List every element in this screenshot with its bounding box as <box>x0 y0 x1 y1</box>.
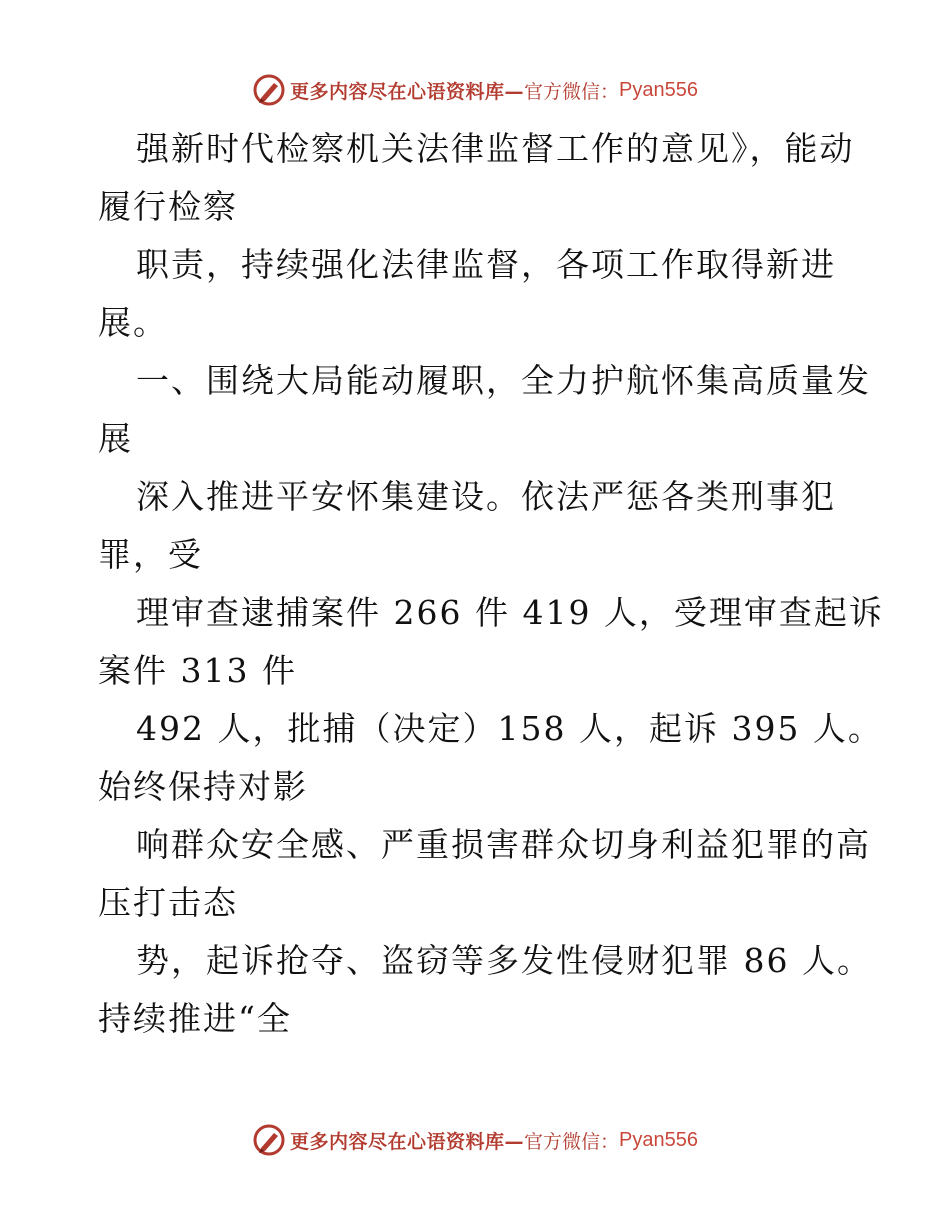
wechat-label: 官方微信： <box>524 80 620 103</box>
paragraph-first-line: 强新时代检察机关法律监督工作的意见》，能动 <box>136 129 855 168</box>
paragraph-first-line: 理审查逮捕案件 266 件 419 人，受理审查起诉 <box>136 593 884 632</box>
paragraph-first-line: 响群众安全感、严重损害群众切身利益犯罪的高 <box>136 825 871 864</box>
paragraph-first-line: 深入推进平安怀集建设。依法严惩各类刑事犯 <box>136 477 836 516</box>
paragraph-continuation: 展 <box>98 419 133 458</box>
banner-text: 更多内容尽在心语资料库— <box>290 1130 525 1153</box>
footer-banner <box>0 1120 950 1160</box>
paragraph-first-line: 职责，持续强化法律监督，各项工作取得新进 <box>136 245 836 284</box>
paragraph <box>98 816 871 932</box>
paragraph <box>98 932 872 1048</box>
paragraph <box>98 236 868 352</box>
paragraph-continuation: 始终保持对影 <box>98 767 308 806</box>
document-body <box>98 120 884 1048</box>
pen-logo-icon <box>252 1123 286 1157</box>
banner-text: 更多内容尽在心语资料库— <box>290 80 525 103</box>
pen-logo-icon <box>252 73 286 107</box>
paragraph <box>98 120 868 236</box>
paragraph-first-line: 一、围绕大局能动履职，全力护航怀集高质量发 <box>136 361 871 400</box>
paragraph-continuation: 持续推进“全 <box>98 999 292 1038</box>
wechat-label: 官方微信： <box>524 1130 620 1153</box>
section-heading <box>98 352 871 468</box>
header-banner <box>0 70 950 110</box>
paragraph-continuation: 展。 <box>98 303 168 342</box>
paragraph <box>98 700 883 816</box>
wechat-id: Pyan556 <box>619 78 698 101</box>
paragraph-continuation: 履行检察 <box>98 187 238 226</box>
wechat-id: Pyan556 <box>619 1128 698 1151</box>
paragraph-continuation: 罪，受 <box>98 535 203 574</box>
paragraph-continuation: 案件 313 件 <box>98 651 297 690</box>
paragraph <box>98 468 868 584</box>
paragraph-continuation: 压打击态 <box>98 883 238 922</box>
paragraph-first-line: 势，起诉抢夺、盗窃等多发性侵财犯罪 86 人。 <box>136 941 872 980</box>
paragraph <box>98 584 884 700</box>
paragraph-first-line: 492 人，批捕（决定）158 人，起诉 395 人。 <box>136 709 883 748</box>
